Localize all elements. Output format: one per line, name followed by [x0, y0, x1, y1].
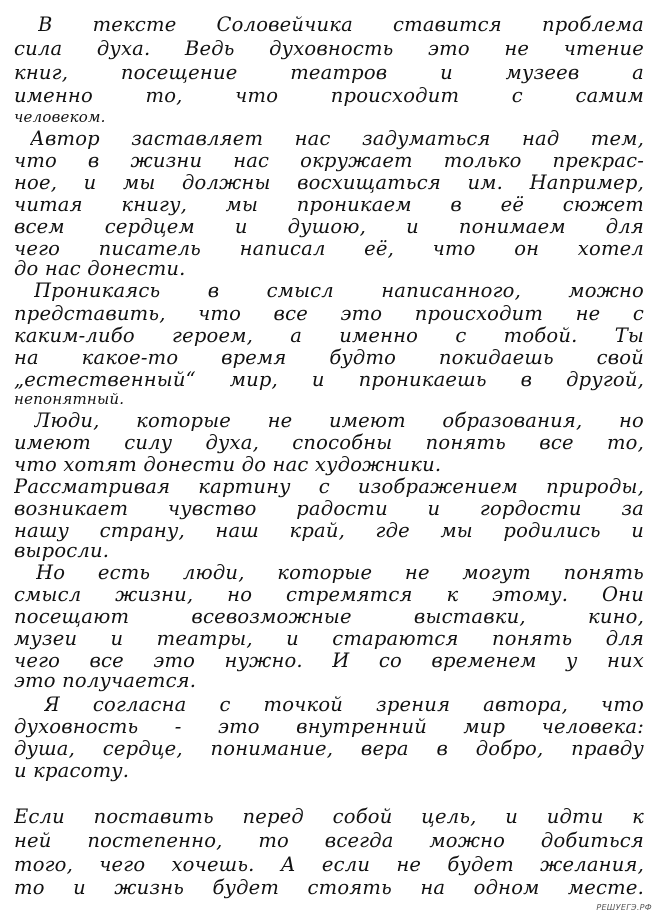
text-line: музеи и театры, и стараются понять для [14, 628, 644, 650]
text-line: Рассматривая картину с изображением природы, [14, 476, 644, 498]
text-line: читая книгу, мы проникаем в её сюжет [14, 194, 644, 216]
text-line: того, чего хочешь. А если не будет желания, [14, 854, 644, 876]
text-line: Если поставить перед собой цель, и идти к [14, 806, 644, 828]
text-line: Я согласна с точкой зрения автора, что [44, 694, 644, 716]
text-line: на какое-то время будто покидаешь свой [14, 347, 644, 369]
text-line: до нас донести. [14, 258, 186, 280]
text-line: чего писатель написал её, что он хотел [14, 238, 644, 260]
text-line: что хотят донести до нас художники. [14, 454, 442, 476]
text-line: смысл жизни, но стремятся к этому. Они [14, 584, 644, 606]
text-line: Но есть люди, которые не могут понять [36, 562, 644, 584]
text-line: каким-либо героем, а именно с тобой. Ты [14, 325, 644, 347]
text-line: человеком. [14, 108, 106, 126]
text-line: что в жизни нас окружает только прекрас- [14, 150, 644, 172]
text-line: непонятный. [14, 390, 125, 408]
site-watermark: РЕШУЕГЭ.РФ [596, 903, 652, 912]
text-line: выросли. [14, 540, 110, 562]
text-line: сила духа. Ведь духовность это не чтение [14, 38, 644, 60]
text-line: духовность - это внутренний мир человека: [14, 716, 644, 738]
text-line: Проникаясь в смысл написанного, можно [34, 280, 644, 302]
text-line: имеют силу духа, способны понять все то, [14, 432, 644, 454]
text-line: ней постепенно, то всегда можно добиться [14, 830, 644, 852]
text-line: чего все это нужно. И со временем у них [14, 650, 644, 672]
text-line: представить, что все это происходит не с [14, 303, 644, 325]
text-line: нашу страну, наш край, где мы родились и [14, 520, 644, 542]
text-line: Люди, которые не имеют образования, но [34, 410, 644, 432]
text-line: то и жизнь будет стоять на одном месте. [14, 877, 644, 899]
text-line: душа, сердце, понимание, вера в добро, правду [14, 738, 644, 760]
text-line: В тексте Соловейчика ставится проблема [38, 14, 644, 36]
text-line: „естественный“ мир, и проникаешь в другой, [14, 369, 644, 391]
text-line: ное, и мы должны восхищаться им. Например, [14, 172, 644, 194]
text-line: это получается. [14, 670, 197, 692]
text-line: всем сердцем и душою, и понимаем для [14, 216, 644, 238]
text-line: именно то, что происходит с самим [14, 85, 644, 107]
text-line: возникает чувство радости и гордости за [14, 498, 644, 520]
text-line: Автор заставляет нас задуматься над тем, [30, 128, 644, 150]
text-line: и красоту. [14, 760, 130, 782]
text-line: посещают всевозможные выставки, кино, [14, 606, 644, 628]
text-line: книг, посещение театров и музеев а [14, 62, 644, 84]
